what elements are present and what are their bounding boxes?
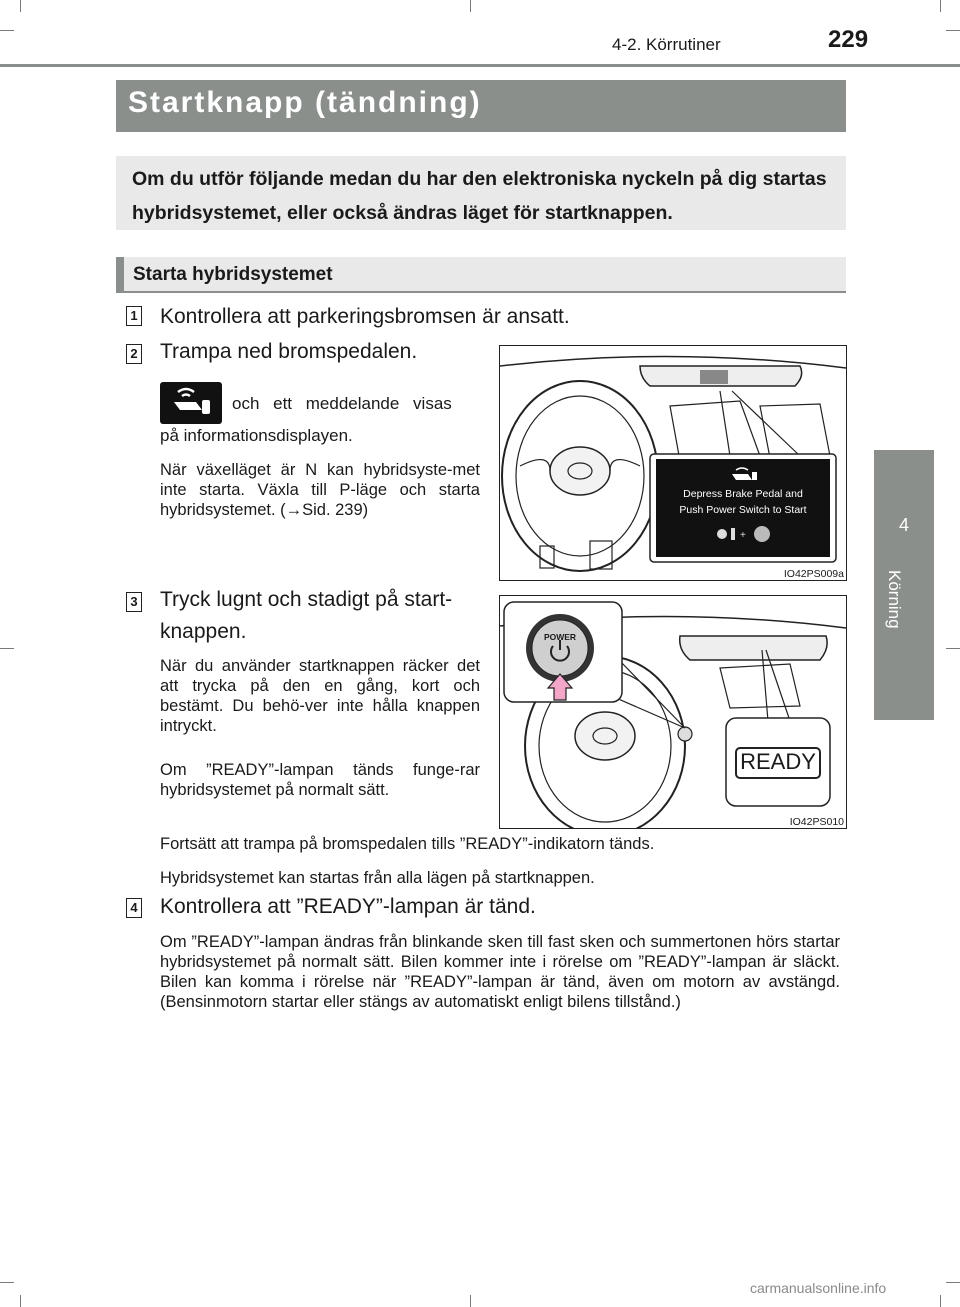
dashboard-display-figure: [499, 345, 847, 581]
ready-indicator: READY: [740, 749, 816, 774]
step-note: Hybridsystemet kan startas från alla lägen på startknappen.: [160, 869, 595, 887]
section-label: 4-2. Körrutiner: [612, 35, 721, 54]
crop-mark: [470, 0, 471, 12]
intro-text: Om du utför följande medan du har den elektroniska nyckeln på dig startas hybridsystemet, eller också ändras läget för startknappen.: [132, 168, 827, 224]
step-number: 2: [126, 344, 142, 364]
crop-mark: [0, 30, 14, 31]
step-note: Om ”READY”-lampan ändras från blinkande sken till fast sken och summertonen hörs startar hybridsystemet på normalt sätt. Bilen kommer inte i rörelse om ”READY”-lampan är släckt. Bilen kan komma i rörelse när ”READY”-lampan är tänd, även om motorn av avstängd. (Bensinmotorn startar eller stängs av automatiskt enligt bilens tillstånd.): [160, 933, 840, 1011]
display-message-line2: Push Power Switch to Start: [679, 504, 807, 516]
brake-indicator-icon: [160, 382, 222, 424]
step-note: Om ”READY”-lampan tänds funge-rar hybridsystemet på normalt sätt.: [160, 761, 480, 799]
crop-mark: [940, 0, 941, 12]
header-rule: [0, 64, 960, 67]
crop-mark: [946, 30, 960, 31]
step-note: När växelläget är N kan hybridsyste-met inte starta. Växla till P-läge och starta hybridsystemet. (→Sid. 239): [160, 461, 480, 519]
step-text: Kontrollera att ”READY”-lampan är tänd.: [160, 895, 536, 918]
step-text: Trampa ned bromspedalen.: [160, 340, 418, 363]
step-number: 4: [126, 898, 142, 918]
chapter-label: Körning: [885, 570, 904, 629]
step-text: Tryck lugnt och stadigt på start-: [160, 588, 453, 611]
figure-caption: IO42PS009a: [783, 568, 844, 580]
indicator-text-continued: på informationsdisplayen.: [160, 426, 353, 445]
watermark: carmanualsonline.info: [750, 1280, 887, 1296]
page-title: Startknapp (tändning): [128, 86, 482, 119]
subsection-title: Starta hybridsystemet: [133, 264, 333, 285]
chapter-number: 4: [898, 515, 909, 535]
crop-mark: [940, 1295, 941, 1307]
step-note: När du använder startknappen räcker det att trycka på den en gång, kort och bestämt. Du behö-ver inte hålla knappen intryckt.: [160, 657, 480, 735]
svg-text:+: +: [740, 530, 746, 541]
crop-mark: [946, 648, 960, 649]
crop-mark: [20, 0, 21, 12]
indicator-text: och ett meddelande visas: [232, 394, 452, 413]
crop-mark: [0, 648, 14, 649]
power-button-figure: [499, 595, 847, 829]
chapter-tab: [874, 450, 934, 720]
crop-mark: [0, 1282, 14, 1283]
display-message-line1: Depress Brake Pedal and: [683, 488, 803, 500]
figure-caption: IO42PS010: [789, 816, 844, 828]
crop-mark: [20, 1295, 21, 1307]
subsection-marker: [116, 257, 124, 293]
crop-mark: [946, 1282, 960, 1283]
step-text: Kontrollera att parkeringsbromsen är ansatt.: [160, 305, 570, 328]
step-number: 1: [126, 306, 142, 326]
page-number: 229: [828, 26, 869, 53]
step-note: Fortsätt att trampa på bromspedalen tills ”READY”-indikatorn tänds.: [160, 835, 655, 853]
power-button-label: POWER: [543, 632, 577, 642]
step-text-continued: knappen.: [160, 620, 247, 643]
step-number: 3: [126, 592, 142, 612]
crop-mark: [470, 1295, 471, 1307]
